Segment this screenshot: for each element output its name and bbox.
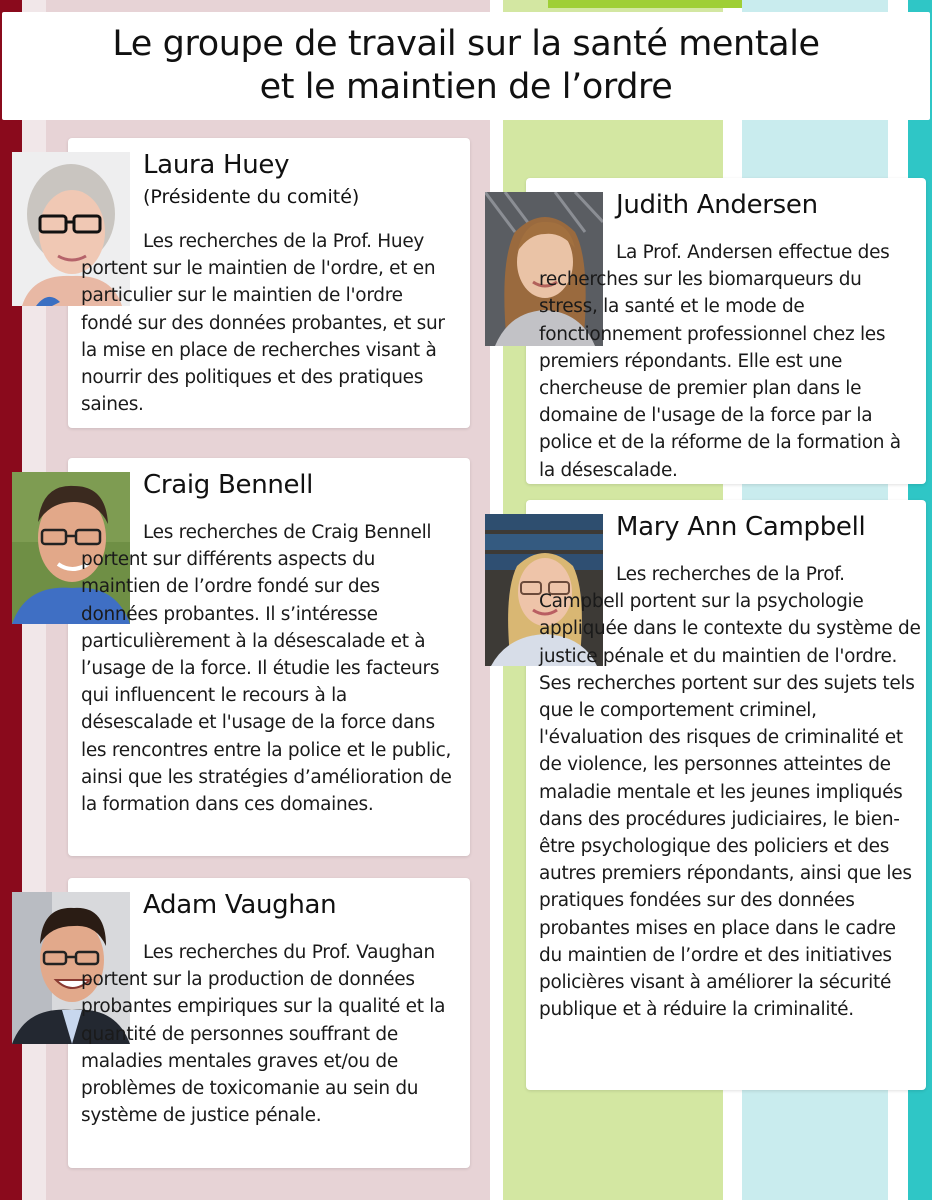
member-bio: Les recherches de Craig Bennell portent sur différents aspects du maintien de l’ordre fondé sur des données probantes. Il s’intéresse particulièrement à la désescalade et à l’usage de la force. Il étudie les facteurs qui influencent le recours à la désescalade et l'usage de la force dans les rencontres entre la police et le public, ainsi que les stratégies d’amélioration de la formation dans ces domaines. bbox=[81, 522, 452, 816]
member-bio: Les recherches de la Prof. Huey portent sur le maintien de l'ordre, et en particulier sur le maintien de l'ordre fondé sur des données probantes, et sur la mise en place de recherches visant à nourrir des politiques et des pratiques saines. bbox=[81, 231, 445, 416]
member-name: Judith Andersen bbox=[616, 190, 818, 220]
member-role: (Présidente du comité) bbox=[143, 186, 360, 208]
member-name: Mary Ann Campbell bbox=[616, 512, 866, 542]
member-bio: La Prof. Andersen effectue des recherches sur les biomarqueurs du stress, la santé et le mode de fonctionnement professionnel chez les premiers répondants. Elle est une chercheuse de premier plan dans le domaine de l'usage de la force par la police et de la réforme de la formation à la désescalade. bbox=[539, 242, 901, 481]
member-bio: Les recherches de la Prof. Campbell portent sur la psychologie appliquée dans le contexte du système de justice pénale et du maintien de l'ordre. Ses recherches portent sur des sujets tels que le comportement criminel, l'évaluation des risques de criminalité et de violence, les personnes atteintes de maladie mentale et les jeunes impliqués dans des procédures judiciaires, le bien-être psychologique des policiers et des autres premiers répondants, ainsi que les pratiques fondées sur des données probantes mises en place dans le cadre du maintien de l’ordre et des initiatives policières visant à améliorer la sécurité publique et à réduire la criminalité. bbox=[539, 564, 921, 1021]
title-line-2: et le maintien de l’ordre bbox=[259, 67, 673, 107]
title-line-1: Le groupe de travail sur la santé mentale bbox=[112, 24, 820, 65]
member-name: Laura Huey bbox=[143, 150, 290, 180]
member-bio: Les recherches du Prof. Vaughan portent sur la production de données probantes empiriques sur la qualité et la quantité de personnes souffrant de maladies mentales graves et/ou de problèmes de toxicomanie au sein du système de justice pénale. bbox=[81, 942, 446, 1127]
page-title bbox=[2, 12, 930, 120]
member-name: Craig Bennell bbox=[143, 470, 314, 500]
member-name: Adam Vaughan bbox=[143, 890, 337, 920]
